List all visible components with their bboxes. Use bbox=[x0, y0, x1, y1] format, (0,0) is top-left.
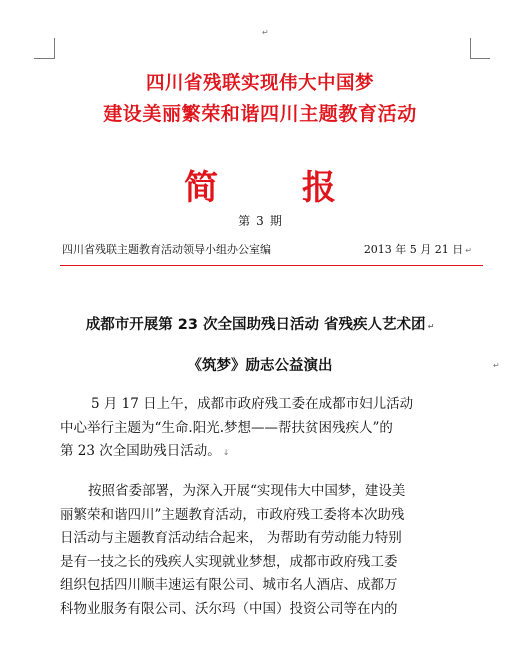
paragraph-1 bbox=[60, 393, 478, 465]
article-title-1-paragraph-mark: ↵ bbox=[427, 322, 435, 331]
headline-line-2: 建设美丽繁荣和谐四川主题教育活动 bbox=[103, 103, 417, 125]
paragraph-2-line-3: 日活动与主题教育活动结合起来， 为帮助有劳动能力特别 bbox=[60, 530, 402, 546]
red-divider-rule bbox=[60, 265, 483, 266]
paragraph-2-line-5: 组织包括四川顺丰速运有限公司、城市名人酒店、成都万 bbox=[60, 577, 398, 593]
issue-prefix: 第 bbox=[238, 214, 251, 228]
paragraph-2-line-2: 丽繁荣和谐四川”主题教育活动，市政府残工委将本次助残 bbox=[60, 506, 405, 523]
headline-line-1: 四川省残联实现伟大中国梦 bbox=[145, 73, 374, 94]
paragraph-2-line-4: 是有一技之长的残疾人实现就业梦想，成都市政府残工委 bbox=[60, 553, 398, 570]
issue-number-line bbox=[0, 212, 520, 229]
paragraph-2 bbox=[60, 480, 478, 621]
editor-name: 四川省残联主题教育活动领导小组办公室编 bbox=[62, 243, 271, 256]
date-paragraph-mark: ↵ bbox=[465, 246, 472, 255]
crop-mark-top-right-horizontal bbox=[470, 58, 490, 59]
top-paragraph-mark: ↵ bbox=[262, 28, 269, 37]
issue-suffix: 期 bbox=[269, 214, 282, 228]
issue-date: 2013 年 5 月 21 日 bbox=[363, 243, 464, 256]
issue-date-wrap bbox=[364, 241, 472, 257]
brief-title: 简 报 bbox=[184, 168, 372, 208]
article-title-1-text: 成都市开展第 23 次全国助残日活动 省残疾人艺术团 bbox=[85, 317, 426, 333]
paragraph-1-line-1: 5 月 17 日上午，成都市政府残工委在成都市妇儿活动 bbox=[91, 396, 414, 412]
crop-mark-top-right-vertical bbox=[470, 38, 471, 59]
article-title-line-1 bbox=[0, 313, 520, 334]
line-break-mark: ↓ bbox=[222, 448, 230, 457]
paragraph-2-line-6: 科物业服务有限公司、沃尔玛（中国）投资公司等在内的 bbox=[60, 600, 398, 617]
crop-mark-top-left-horizontal bbox=[34, 58, 54, 59]
paragraph-2-line-1: 按照省委部署，为深入开展“实现伟大中国梦，建设美 bbox=[88, 483, 406, 499]
article-title-line-2 bbox=[0, 354, 520, 375]
paragraph-1-line-2: 中心举行主题为“生命.阳光.梦想——帮扶贫困残疾人”的 bbox=[60, 419, 393, 436]
article-title-2-paragraph-mark: ↵ bbox=[493, 361, 500, 370]
paragraph-1-line-3-wrap bbox=[60, 440, 478, 465]
paragraph-1-line-3: 第 23 次全国助残日活动。 bbox=[60, 443, 221, 459]
article-title-2-text: 《筑梦》励志公益演出 bbox=[187, 358, 333, 374]
issue-number: 3 bbox=[256, 214, 264, 228]
crop-mark-top-left-vertical bbox=[54, 38, 55, 59]
